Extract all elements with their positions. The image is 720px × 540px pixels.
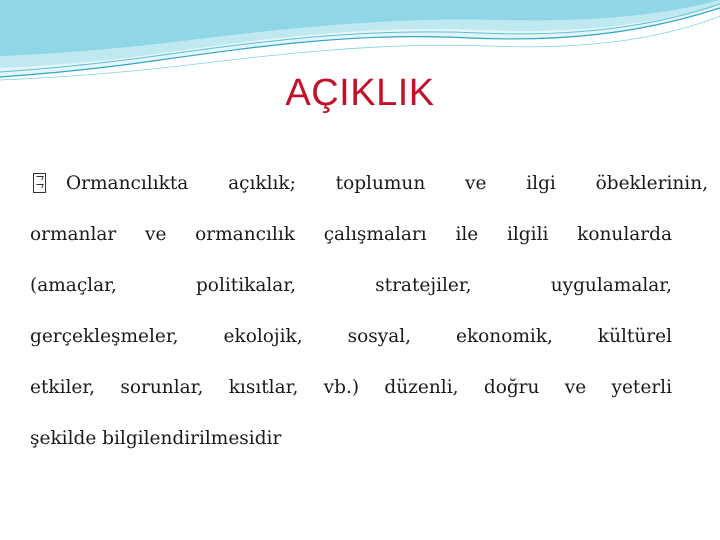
slide-title: AÇIKLIK: [285, 72, 435, 114]
bullet-marker: [30, 158, 66, 209]
paragraph-line-4: gerçekleşmeler, ekolojik, sosyal, ekonomik, kültürel: [30, 326, 672, 347]
paragraph-line-6: şekilde bilgilendirilmesidir: [30, 428, 282, 449]
missing-glyph-icon: [33, 173, 46, 193]
paragraph-line-2: ormanlar ve ormancılık çalışmaları ile ilgili konularda: [30, 224, 672, 245]
slide-body: [30, 158, 708, 464]
bullet-paragraph: [30, 158, 708, 464]
paragraph-line-5: etkiler, sorunlar, kısıtlar, vb.) düzenli, doğru ve yeterli: [30, 377, 672, 398]
paragraph-line-1: Ormancılıkta açıklık; toplumun ve ilgi öbeklerinin,: [66, 173, 708, 194]
paragraph-line-3: (amaçlar, politikalar, stratejiler, uygulamalar,: [30, 275, 672, 296]
